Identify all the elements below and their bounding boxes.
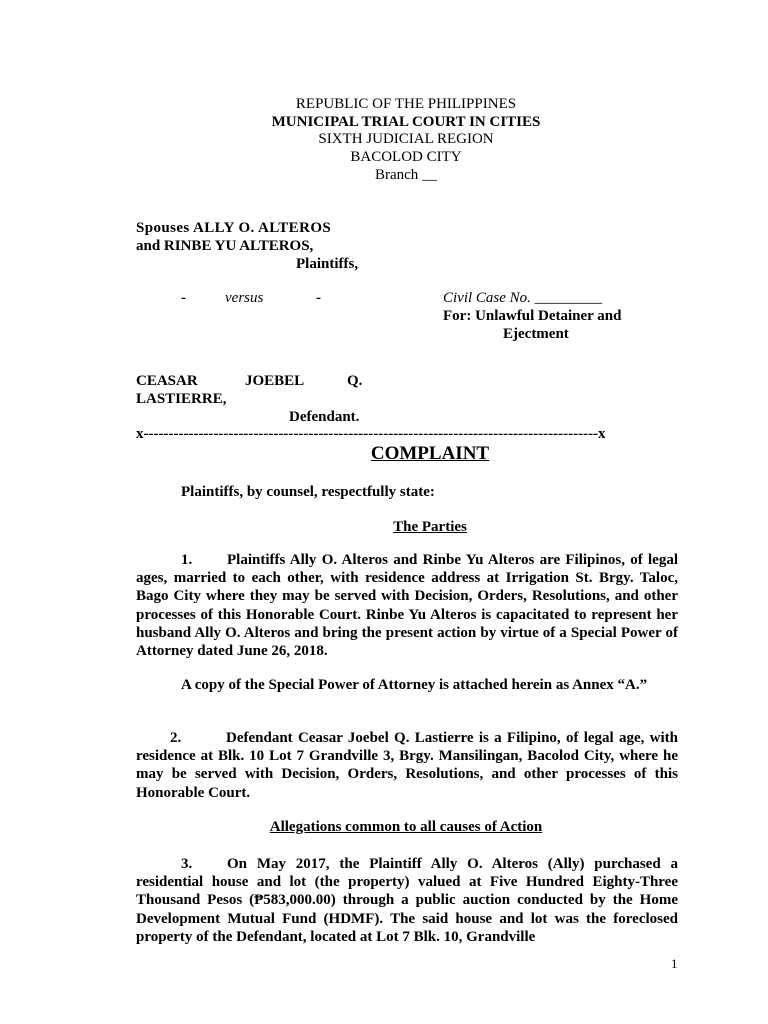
paragraph-1 (136, 551, 678, 660)
paragraph-1-text: Plaintiffs Ally O. Alteros and Rinbe Yu Alteros are Filipinos, of legal ages, married to each other, with residence address at Irrigation St. Brgy. Taloc, Bago City where they may be served with Decision, Orders, Resolutions, and other processes of this Honorable Court. Rinbe Yu Alteros is capacitated to represent her husband Ally O. Alteros and bring the present action by virtue of a Special Power of Attorney dated June 26, 2018. (136, 552, 678, 660)
header-region: SIXTH JUDICIAL REGION (318, 131, 494, 147)
section-heading-parties: The Parties (393, 519, 467, 535)
defendant-word-1: CEASAR (136, 373, 198, 389)
plaintiff-role: Plaintiffs, (296, 256, 359, 272)
paragraph-1-number: 1. (181, 552, 193, 568)
paragraph-2-text: Defendant Ceasar Joebel Q. Lastierre is a Filipino, of legal age, with residence at Blk. 10 Lot 7 Grandville 3, Brgy. Mansilingan, Bacolod City, where he may be served with Decision, Orders, Resolutions, and other processes of this Honorable Court. (136, 730, 678, 801)
intro-text: Plaintiffs, by counsel, respectfully state: (181, 484, 435, 500)
defendant-role: Defendant. (289, 409, 360, 425)
case-nature-value-2: Ejectment (503, 326, 569, 342)
paragraph-2-number: 2. (170, 730, 182, 746)
defendant-word-3: Q. (347, 373, 363, 389)
paragraph-3-number: 3. (181, 856, 193, 872)
paragraph-3 (136, 855, 678, 946)
civil-case-number: Civil Case No. _________ (443, 290, 603, 306)
plaintiff-line-1: Spouses ALLY O. ALTEROS (136, 220, 332, 236)
case-nature (443, 307, 621, 325)
plaintiff-line-2: and RINBE YU ALTEROS, (136, 238, 314, 254)
paragraph-2 (136, 729, 678, 802)
document-title: COMPLAINT (370, 443, 490, 464)
annex-text: A copy of the Special Power of Attorney is attached herein as (181, 677, 570, 693)
page-number: 1 (671, 956, 678, 971)
caption-separator: x-------------------------------------------------------------------------------------------x (136, 427, 606, 441)
defendant-word-2: JOEBEL (245, 373, 305, 389)
header-republic: REPUBLIC OF THE PHILIPPINES (295, 96, 517, 112)
annex-label: Annex “A.” (572, 677, 648, 693)
case-nature-value: Unlawful Detainer and (475, 308, 622, 324)
section-heading-allegations: Allegations common to all causes of Action (269, 819, 543, 835)
defendant-line-2: LASTIERRE, (136, 391, 227, 407)
header-city: BACOLOD CITY (350, 149, 462, 165)
annex-paragraph (136, 676, 678, 694)
header-court: MUNICIPAL TRIAL COURT IN CITIES (271, 114, 541, 130)
versus-dash-right: - (316, 290, 321, 306)
paragraph-3-text: On May 2017, the Plaintiff Ally O. Alteros (Ally) purchased a residential house and lot (the property) valued at Five Hundred Eighty-Three Thousand Pesos (₱583,000.00) through a public auction conducted by the Home Development Mutual Fund (HDMF). The said house and lot was the foreclosed property of the Defendant, located at Lot 7 Blk. 10, Grandville (136, 856, 678, 945)
versus-dash-left: - (181, 290, 186, 306)
versus-label: versus (225, 290, 264, 306)
for-label: For: (443, 308, 472, 324)
header-branch: Branch __ (374, 167, 438, 183)
